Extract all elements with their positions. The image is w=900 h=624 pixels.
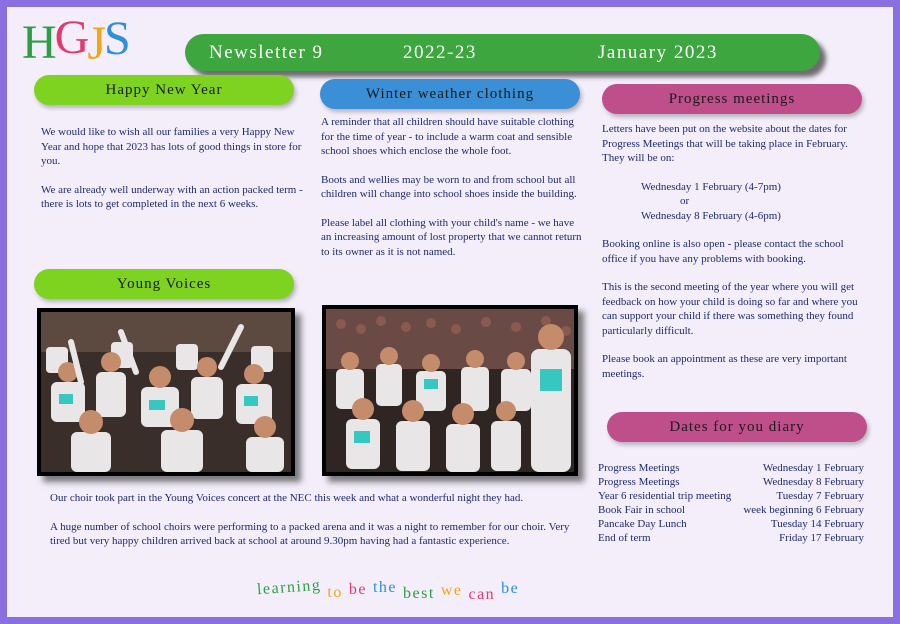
diary-event: Progress Meetings bbox=[598, 476, 680, 488]
diary-table bbox=[598, 461, 864, 545]
diary-row bbox=[598, 503, 864, 517]
motto-word: we bbox=[440, 582, 463, 599]
diary-event: Year 6 residential trip meeting bbox=[598, 490, 732, 502]
choir-photo-image bbox=[41, 312, 291, 472]
diary-date: Wednesday 8 February bbox=[762, 476, 864, 488]
newsletter-banner bbox=[185, 34, 820, 71]
motto-word: can bbox=[468, 586, 496, 603]
motto-word: learning bbox=[256, 576, 322, 599]
paragraph: This is the second meeting of the year where you will get feedback on how your child is doing so far and where you can support your child if there was something they found particularly difficult. bbox=[602, 281, 858, 337]
diary-date: Tuesday 14 February bbox=[770, 518, 864, 530]
meeting-or: or bbox=[680, 195, 690, 207]
diary-date: Tuesday 7 February bbox=[776, 490, 864, 502]
diary-event: Book Fair in school bbox=[598, 504, 686, 516]
motto-word: the bbox=[372, 579, 398, 596]
meeting-date: Wednesday 8 February (4-6pm) bbox=[641, 209, 781, 222]
issue-month: January 2023 bbox=[598, 42, 718, 63]
young-voices-text bbox=[50, 491, 575, 563]
diary-heading: Dates for you diary bbox=[607, 412, 867, 442]
paragraph: We are already well underway with an action packed term - there is lots to get completed in the next 6 weeks. bbox=[41, 183, 303, 210]
meeting-date: Wednesday 1 February (4-7pm) bbox=[641, 180, 781, 193]
school-motto bbox=[256, 576, 525, 603]
motto-word: best bbox=[403, 585, 435, 602]
diary-row bbox=[598, 531, 864, 545]
young-voices-heading: Young Voices bbox=[34, 269, 294, 299]
diary-row bbox=[598, 517, 864, 531]
logo-letter: J bbox=[87, 17, 105, 70]
diary-event: Progress Meetings bbox=[598, 462, 680, 474]
school-logo bbox=[22, 11, 129, 70]
paragraph: Please book an appointment as these are very important meetings. bbox=[602, 353, 847, 380]
diary-date: Wednesday 1 February bbox=[762, 462, 864, 474]
paragraph: Boots and wellies may be worn to and from school but all children will change into school shoes inside the building. bbox=[321, 173, 577, 200]
diary-event: End of term bbox=[598, 532, 651, 544]
logo-letter: S bbox=[104, 12, 129, 65]
paragraph: Booking online is also open - please contact the school office if you have any problems with booking. bbox=[602, 238, 844, 265]
diary-event: Pancake Day Lunch bbox=[598, 518, 687, 530]
choir-photo bbox=[322, 305, 578, 476]
diary-row bbox=[598, 461, 864, 475]
choir-photo-image bbox=[326, 309, 574, 472]
winter-clothing-text bbox=[321, 115, 583, 273]
progress-meetings-heading: Progress meetings bbox=[602, 84, 862, 114]
motto-word: be bbox=[501, 580, 520, 597]
diary-row bbox=[598, 489, 864, 503]
diary-date: week beginning 6 February bbox=[743, 504, 864, 516]
motto-word: be bbox=[348, 581, 367, 598]
paragraph: Our choir took part in the Young Voices concert at the NEC this week and what a wonderful night they had. bbox=[50, 492, 524, 504]
paragraph: A huge number of school choirs were performing to a packed arena and it was a night to remember for our choir. Very tired but very happy children arrived back at school at around 9.30pm having had a fantastic experience. bbox=[50, 520, 570, 547]
logo-letter: H bbox=[22, 16, 55, 69]
paragraph: Please label all clothing with your child's name - we have an increasing amount of lost property that we cannot return to its owner as it is not named. bbox=[321, 216, 582, 258]
happy-new-year-text bbox=[41, 125, 303, 226]
paragraph: Letters have been put on the website about the dates for Progress Meetings that will be taking place in February. They will be on: bbox=[602, 123, 848, 164]
motto-word: to bbox=[327, 584, 343, 601]
school-year: 2022-23 bbox=[403, 42, 477, 63]
meeting-dates bbox=[602, 180, 864, 224]
paragraph: A reminder that all children should have suitable clothing for the time of year - to include a warm coat and sensible school shoes which enclose the whole foot. bbox=[321, 116, 574, 157]
diary-date: Friday 17 February bbox=[779, 532, 864, 544]
choir-photo bbox=[37, 308, 295, 476]
diary-row bbox=[598, 475, 864, 489]
newsletter-number: Newsletter 9 bbox=[209, 42, 324, 63]
paragraph: We would like to wish all our families a very Happy New Year and hope that 2023 has lots of good things in store for you. bbox=[41, 126, 302, 167]
progress-meetings-text bbox=[602, 122, 864, 395]
winter-clothing-heading: Winter weather clothing bbox=[320, 79, 580, 109]
logo-letter: G bbox=[54, 11, 88, 64]
happy-new-year-heading: Happy New Year bbox=[34, 75, 294, 105]
